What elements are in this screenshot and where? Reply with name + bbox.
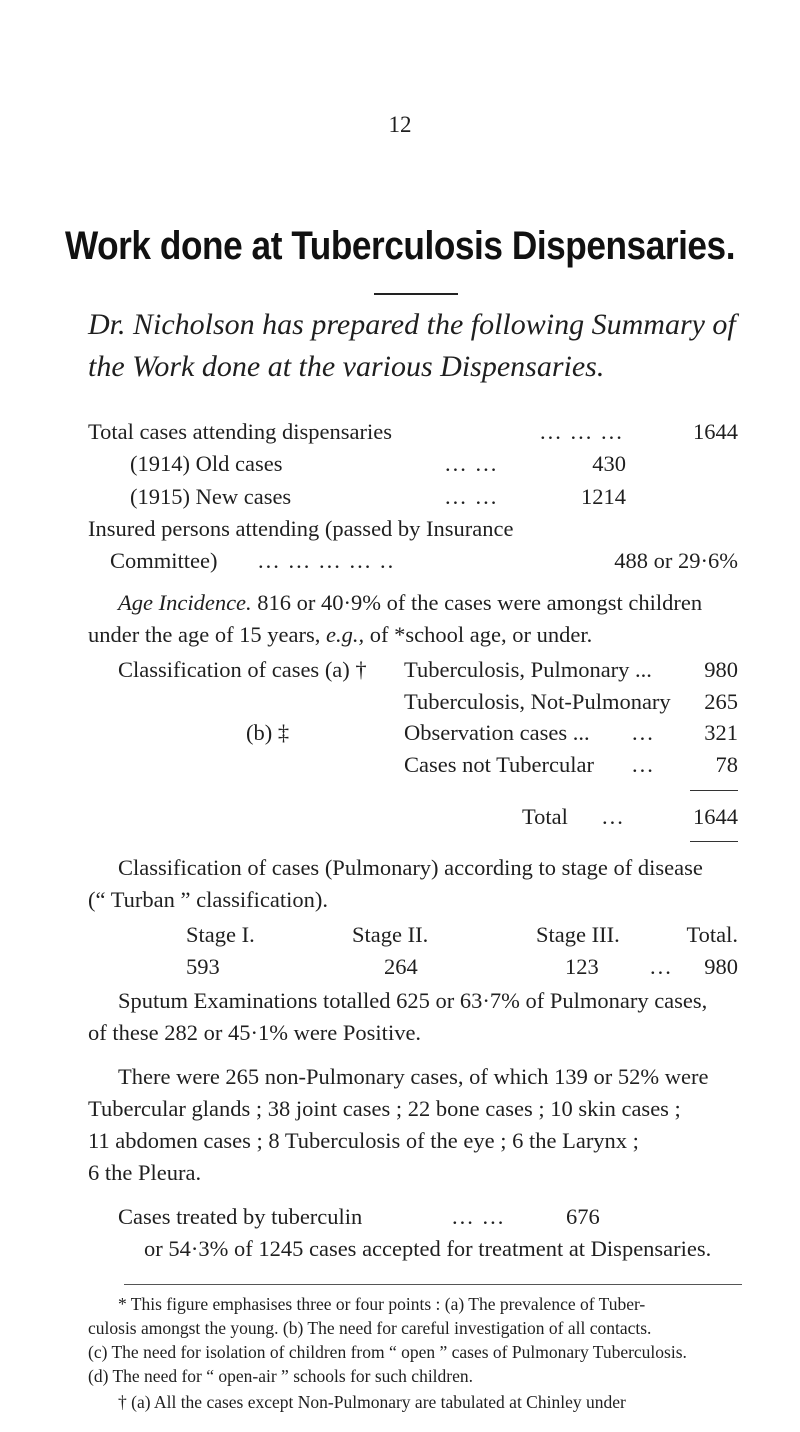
old-cases-value: 430 [592,451,626,476]
turban-line-1: Classification of cases (Pulmonary) according to stage of disease [118,855,703,880]
dot-leader: ... ... ... ... .. [258,548,396,573]
dot-leader: ... ... [445,484,499,509]
classification-row-label: Observation cases ... [404,720,590,745]
title-divider [374,293,458,295]
dot-leader: ... [650,954,673,979]
stage-header: Stage III. [536,922,620,947]
non-pulmonary-line-3: 11 abdomen cases ; 8 Tuberculosis of the eye ; 6 the Larynx ; [88,1128,639,1153]
stage-value: 593 [186,954,220,979]
new-cases-value: 1214 [581,484,626,509]
tuberculin-value: 676 [566,1204,600,1229]
age-incidence-text: 816 or 40·9% of the cases were amongst children [257,590,703,615]
stage-value: 980 [704,954,738,979]
classification-row-value: 78 [715,752,738,777]
age-incidence-heading: Age Incidence. [118,590,252,615]
non-pulmonary-line-4: 6 the Pleura. [88,1160,202,1185]
page-title: Work done at Tuberculosis Dispensaries. [64,224,736,268]
subtitle-line-1: Dr. Nicholson has prepared the following Summary of [88,308,736,341]
classification-total-value: 1644 [693,804,738,829]
stage-value: 123 [565,954,599,979]
sum-rule [690,790,738,791]
stage-header: Total. [686,922,738,947]
dot-leader: ... ... [445,451,499,476]
subtitle-line-2: the Work done at the various Dispensaries. [88,350,605,383]
insured-value: 488 or 29·6% [614,548,738,573]
classification-total-label: Total [522,804,568,829]
non-pulmonary-line-2: Tubercular glands ; 38 joint cases ; 22 bone cases ; 10 skin cases ; [88,1096,681,1121]
footnote-star-line: * This figure emphasises three or four points : (a) The prevalence of Tuber- [118,1294,646,1314]
tuberculin-line-2: or 54·3% of 1245 cases accepted for treatment at Dispensaries. [144,1236,712,1261]
insured-label-line-1: Insured persons attending (passed by Insurance [88,516,514,541]
age-incidence-text: under the age of 15 years, [88,622,321,647]
dot-leader: ... ... [452,1204,506,1229]
old-cases-label: (1914) Old cases [130,451,283,476]
total-cases-value: 1644 [693,419,738,444]
classification-row-label: Tuberculosis, Not-Pulmonary [404,689,671,714]
age-incidence-line-2 [88,622,592,648]
dot-leader: ... [632,720,655,745]
dot-leader: ... [602,804,625,829]
dot-leader: ... ... ... [540,419,624,444]
page-number: 12 [388,112,412,137]
turban-line-2: (“ Turban ” classification). [88,887,328,912]
total-cases-label: Total cases attending dispensaries [88,419,392,444]
footnote-dagger-line: † (a) All the cases except Non-Pulmonary are tabulated at Chinley under [118,1392,626,1412]
sum-rule [690,841,738,842]
stage-header: Stage I. [186,922,255,947]
dot-leader: ... [632,752,655,777]
insured-label-line-2: Committee) [110,548,218,573]
classification-row-label: Tuberculosis, Pulmonary ... [404,657,652,682]
new-cases-label: (1915) New cases [130,484,292,509]
sputum-line-1: Sputum Examinations totalled 625 or 63·7% of Pulmonary cases, [118,988,708,1013]
stage-header: Stage II. [352,922,429,947]
age-incidence-text: of *school age, or under. [369,622,593,647]
classification-row-value: 980 [704,657,738,682]
age-incidence-line-1 [118,590,702,616]
classification-row-label: Cases not Tubercular [404,752,594,777]
observation-prefix: (b) ‡ [246,720,290,745]
classification-prefix: Classification of cases (a) † [118,657,367,682]
non-pulmonary-line-1: There were 265 non-Pulmonary cases, of which 139 or 52% were [118,1064,709,1089]
sputum-line-2: of these 282 or 45·1% were Positive. [88,1020,422,1045]
age-incidence-eg: e.g., [326,622,365,647]
stage-value: 264 [384,954,418,979]
classification-row-value: 321 [704,720,738,745]
classification-row-value: 265 [704,689,738,714]
footnote-star-line: (d) The need for “ open-air ” schools for such children. [88,1366,474,1386]
footnote-star-line: (c) The need for isolation of children from “ open ” cases of Pulmonary Tuberculosis. [88,1342,687,1362]
footnote-rule [124,1284,742,1285]
footnote-star-line: culosis amongst the young. (b) The need for careful investigation of all contacts. [88,1318,652,1338]
tuberculin-label: Cases treated by tuberculin [118,1204,363,1229]
